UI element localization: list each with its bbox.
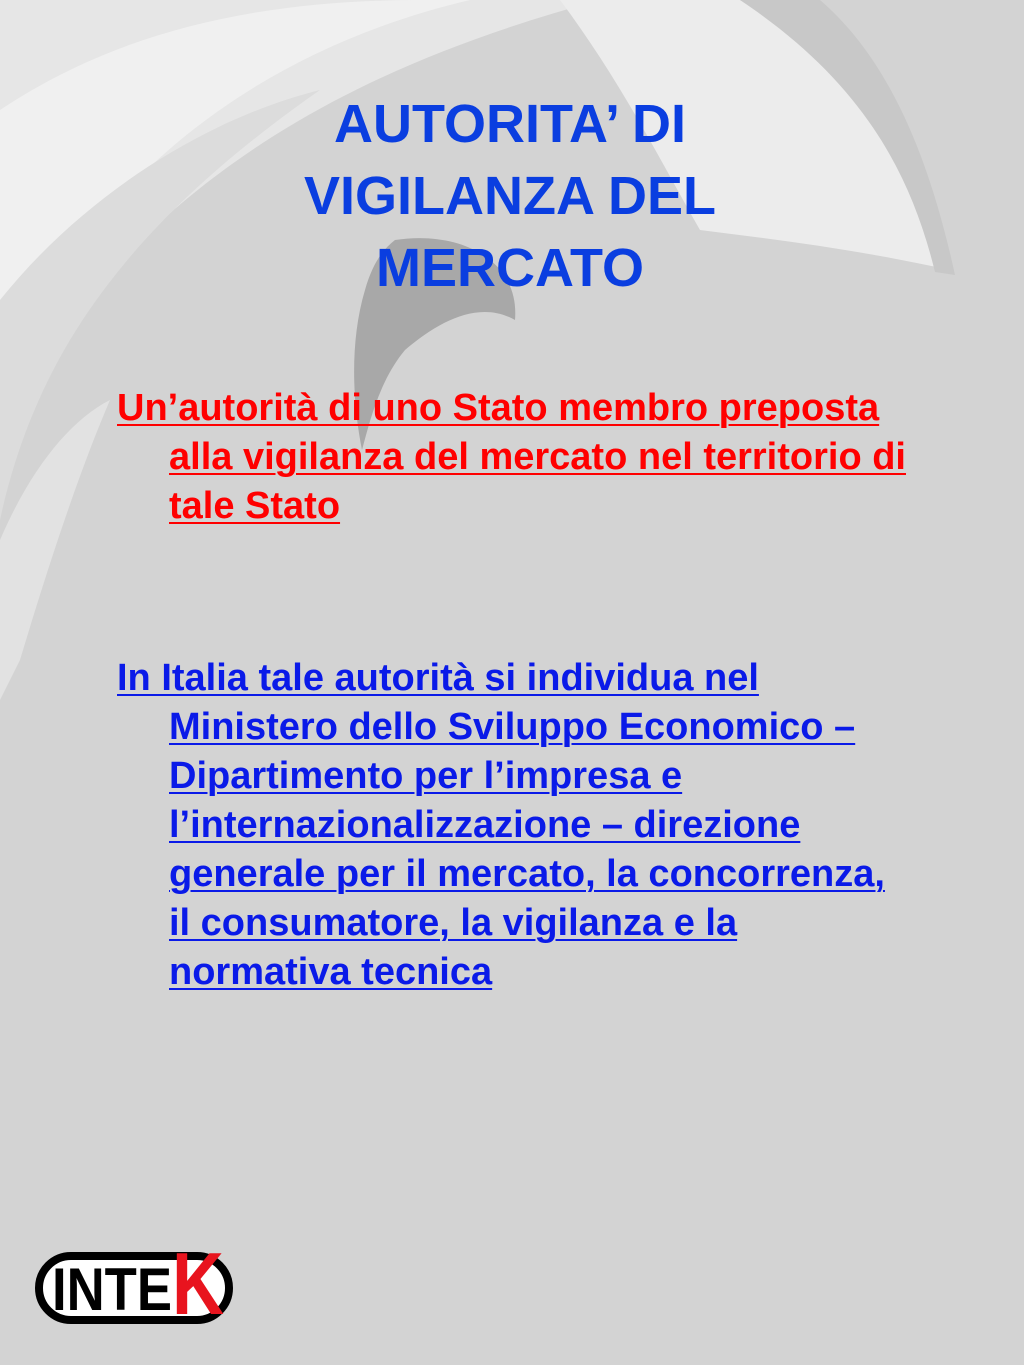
definition-paragraph[interactable]: Un’autorità di uno Stato membro preposta alla vigilanza del mercato nel territorio di tale Stato <box>117 387 906 527</box>
slide-title: AUTORITA’ DI VIGILANZA DEL MERCATO <box>304 94 716 298</box>
italy-authority-paragraph[interactable]: In Italia tale autorità si individua nel Ministero dello Sviluppo Economico – Dipartimento per l’impresa e l’internazionalizzazione – direzione generale per il mercato, la concorrenza, il consumatore, la vigilanza e la normativa tecnica <box>117 657 885 993</box>
logo-text-accent: K <box>172 1238 224 1330</box>
logo-text-main: INTE <box>52 1256 172 1323</box>
intek-logo <box>34 1238 234 1330</box>
